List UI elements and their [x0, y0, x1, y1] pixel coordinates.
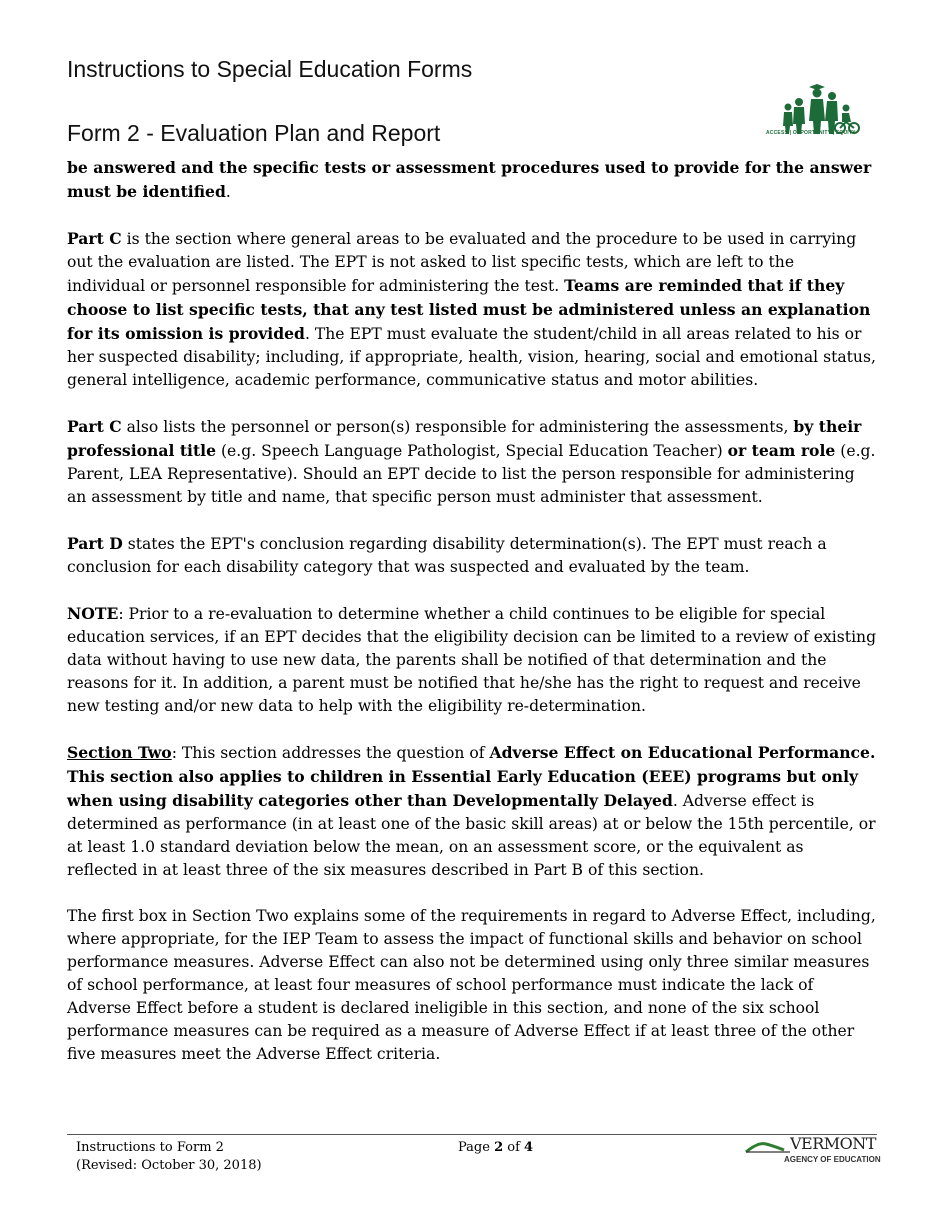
agency-of-education-label: AGENCY OF EDUCATION: [784, 1155, 881, 1164]
footer-revised-date: (Revised: October 30, 2018): [76, 1158, 262, 1173]
text: (e.g. Speech Language Pathologist, Special Education Teacher): [216, 442, 728, 460]
text: states the EPT's conclusion regarding disability determination(s). The EPT must reach a conclusion for each disability category that was suspected and evaluated by the team.: [67, 535, 827, 576]
paragraph-1: [67, 156, 877, 204]
bold-text: Part D: [67, 534, 123, 553]
bold-text: Part C: [67, 417, 122, 436]
bold-text: Teams are reminded that if they choose to list specific tests, that any test listed must be administered unless an explanation for its omission is provided: [67, 276, 871, 343]
page-number: [458, 1139, 533, 1157]
text: The first box in Section Two explains some of the requirements in regard to Adverse Effect, including, where appropriate, for the IEP Team to assess the impact of functional skills and behavior on school performance measures. Adverse Effect can also not be determined using only three similar measures of school performance, at least four measures of school performance must indicate the lack of Adverse Effect before a student is declared ineligible in this section, and none of the six school performance measures can be required as a measure of Adverse Effect if at least three of the other five measures meet the Adverse Effect criteria.: [67, 907, 876, 1063]
body-text: [67, 156, 877, 1089]
page-of: of: [503, 1140, 525, 1155]
paragraph-part-c-personnel: [67, 415, 877, 509]
text: .: [225, 183, 231, 201]
text: . Adverse effect is determined as performance (in at least one of the basic skill areas) at or below the 15th percentile, or at least 1.0 standard deviation below the mean, on an assessment score, or the equivalent as reflected in at least three of the six measures described in Part B of this section.: [67, 792, 876, 879]
bold-text: or team role: [727, 441, 836, 460]
paragraph-part-d: [67, 532, 877, 579]
logo-caption: ACCESS | OPPORTUNITY | EQUITY: [766, 130, 856, 136]
footer-form-info: [76, 1139, 262, 1175]
bold-text: by their professional title: [67, 417, 862, 460]
vermont-wordmark: VERMONT: [790, 1134, 876, 1153]
text: is the section where general areas to be evaluated and the procedure to be used in carrying out the evaluation are listed. The EPT is not asked to list specific tests, which are left to the individual or personnel responsible for administering the test.: [67, 230, 857, 295]
text: (e.g. Parent, LEA Representative). Should an EPT decide to list the person responsible for administering an assessment by title and name, that specific person must administer that assessment.: [67, 442, 876, 506]
bold-text: be answered and the specific tests or assessment procedures used to provide for the answer must be identified: [67, 158, 872, 201]
paragraph-note: [67, 602, 877, 718]
bold-text: NOTE: [67, 604, 119, 623]
footer-divider: [67, 1134, 877, 1135]
bold-text: Part C: [67, 229, 122, 248]
paragraph-part-c-areas: [67, 227, 877, 392]
text: : This section addresses the question of: [171, 744, 490, 762]
form-title: Form 2 - Evaluation Plan and Report: [67, 120, 441, 146]
page-label: Page: [458, 1140, 495, 1155]
paragraph-first-box: [67, 905, 877, 1066]
text: also lists the personnel or person(s) responsible for administering the assessments,: [121, 418, 794, 436]
bold-text: Adverse Effect on Educational Performance. This section also applies to children in Essential Early Education (EEE) programs but only when using disability categories other than Developmentally Delayed: [67, 743, 876, 810]
text: : Prior to a re-evaluation to determine whether a child continues to be eligible for special education services, if an EPT decides that the eligibility decision can be limited to a review of existing data without having to use new data, the parents shall be notified of that determination and the reasons for it. In addition, a parent must be notified that he/she has the right to request and receive new testing and/or new data to help with the eligibility re-determination.: [67, 605, 877, 715]
underlined-heading: Section Two: [67, 743, 172, 762]
page-total: 4: [524, 1140, 534, 1155]
text: . The EPT must evaluate the student/child in all areas related to his or her suspected disability; including, if appropriate, health, vision, hearing, social and emotional status, general intelligence, academic performance, communicative status and motor abilities.: [67, 325, 876, 389]
page-current: 2: [494, 1140, 504, 1155]
footer-form-name: Instructions to Form 2: [76, 1140, 224, 1155]
paragraph-section-two: [67, 741, 877, 882]
document-title: Instructions to Special Education Forms: [67, 56, 473, 82]
